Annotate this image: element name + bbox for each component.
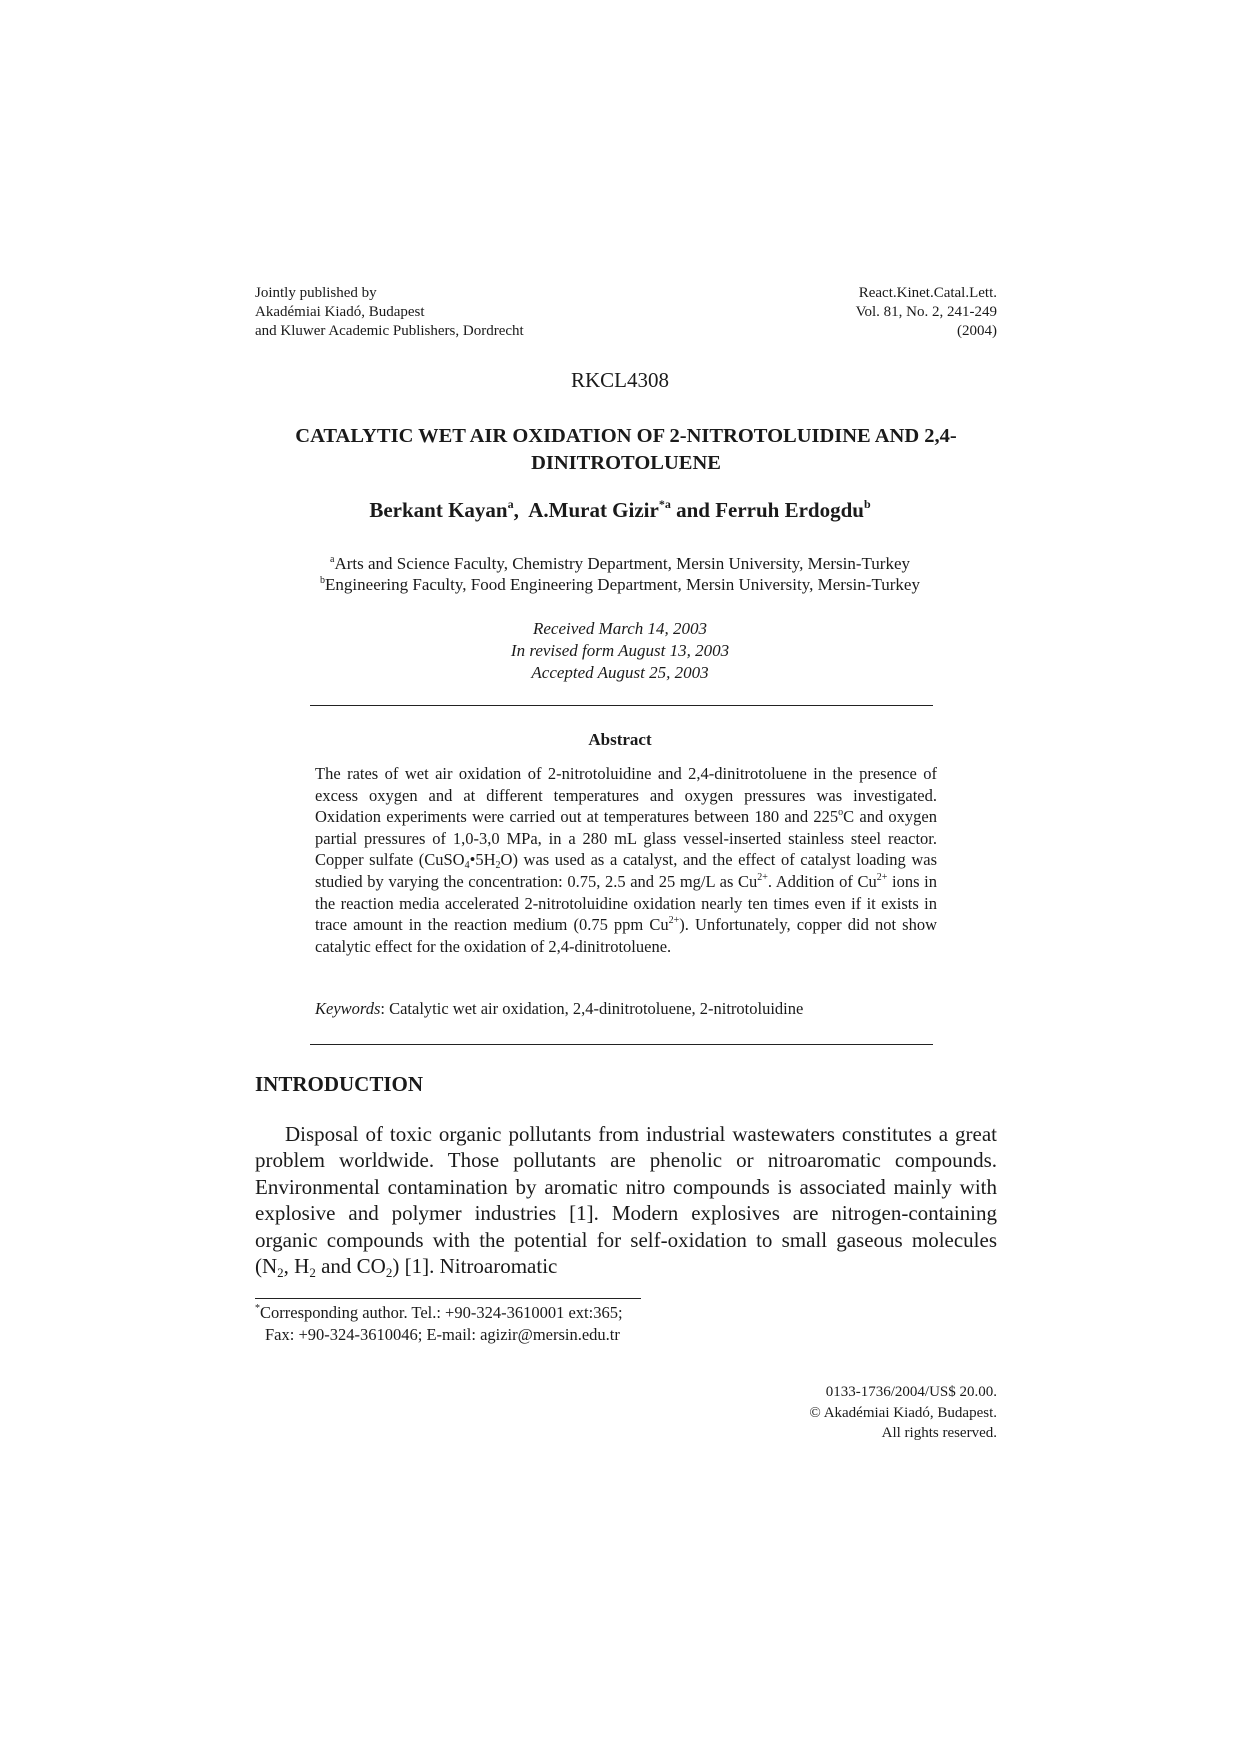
footnote-separator <box>255 1298 641 1299</box>
revised-date: In revised form August 13, 2003 <box>510 641 730 660</box>
affiliation-mark: a <box>330 554 335 565</box>
charge-superscript: 2+ <box>668 915 680 927</box>
affiliation-text: Engineering Faculty, Food Engineering Department, Mersin University, Mersin-Turkey <box>325 575 920 594</box>
publisher-line: and Kluwer Academic Publishers, Dordrecht <box>255 323 524 339</box>
abstract-text <box>315 763 937 957</box>
affiliation-text: Arts and Science Faculty, Chemistry Department, Mersin University, Mersin-Turkey <box>334 554 910 573</box>
formula-subscript: 2 <box>277 1265 284 1281</box>
author-affiliation-mark: a <box>507 497 514 511</box>
abstract-segment: ). Unfortunately, copper did not show catalytic effect for the oxidation of 2,4-dinitrotoluene. <box>315 915 938 956</box>
keywords-label: Keywords <box>315 999 381 1018</box>
degree-superscript: o <box>838 807 844 819</box>
abstract-segment: ions in the reaction media accelerated 2-nitrotoluidine oxidation nearly ten times even if it exists in trace amount in the reaction medium (0.75 ppm Cu <box>315 871 938 935</box>
copyright-notice <box>809 1382 997 1444</box>
publisher-info <box>255 284 524 341</box>
abstract-segment: O) was used as a catalyst, and the effect of catalyst loading was studied by varying the concentration: 0.75, 2.5 and 25 mg/L as Cu <box>315 850 937 891</box>
footnote-mark: * <box>255 1303 260 1314</box>
rights-statement: All rights reserved. <box>881 1425 997 1441</box>
publisher-line: Jointly published by <box>255 285 377 301</box>
abstract-segment: •5H <box>469 850 496 870</box>
abstract-segment: . Addition of Cu <box>767 871 877 891</box>
paragraph-segment: Disposal of toxic organic pollutants from industrial wastewaters constitutes a great problem worldwide. Those pollutants are phenolic or nitroaromatic compounds. Environmental contamination by aromatic nitro compounds is associated mainly with explosive and polymer industries [1]. Modern explosives are nitrogen-containing organic compounds with the potential for self-oxidation to small gaseous molecules (N <box>255 1122 997 1279</box>
journal-citation <box>856 284 997 341</box>
footnote-line: Fax: +90-324-3610046; E-mail: agizir@mersin.edu.tr <box>265 1325 620 1344</box>
author-affiliation-mark: b <box>863 497 871 511</box>
journal-volume: Vol. 81, No. 2, 241-249 <box>855 304 997 320</box>
issn-price: 0133-1736/2004/US$ 20.00. <box>825 1384 997 1400</box>
author-affiliation-mark: *a <box>658 497 671 511</box>
author-separator: , <box>513 498 529 522</box>
formula-subscript: 4 <box>464 860 470 872</box>
paragraph-segment: and CO <box>315 1254 386 1279</box>
formula-subscript: 2 <box>385 1265 393 1281</box>
journal-name: React.Kinet.Catal.Lett. <box>858 285 997 301</box>
author-name: Berkant Kayan <box>369 498 508 522</box>
article-dates <box>0 618 1240 684</box>
paper-title: CATALYTIC WET AIR OXIDATION OF 2-NITROTOLUIDINE AND 2,4-DINITROTOLUENE <box>295 425 957 474</box>
keywords-text: : Catalytic wet air oxidation, 2,4-dinitrotoluene, 2-nitrotoluidine <box>380 999 804 1018</box>
paragraph-segment: ) [1]. Nitroaromatic <box>392 1254 558 1279</box>
affiliations <box>0 553 1240 595</box>
affiliation <box>0 574 1240 595</box>
abstract-segment: C and oxygen partial pressures of 1,0-3,0 MPa, in a 280 mL glass vessel-inserted stainless steel reactor. Copper sulfate (CuSO <box>315 807 937 870</box>
author-name: Ferruh Erdogdu <box>715 498 864 522</box>
journal-year: (2004) <box>957 323 997 339</box>
footnote-line <box>255 1302 623 1324</box>
paragraph-segment: , H <box>283 1254 310 1279</box>
abstract-heading: Abstract <box>588 730 652 749</box>
article-code: RKCL4308 <box>570 368 669 392</box>
affiliation <box>0 553 1240 574</box>
corresponding-author-footnote <box>255 1302 623 1346</box>
formula-subscript: 2 <box>309 1265 316 1281</box>
formula-subscript: 2 <box>495 860 501 872</box>
abstract-segment: The rates of wet air oxidation of 2-nitrotoluidine and 2,4-dinitrotoluene in the presence of excess oxygen and at different temperatures and oxygen pressures was investigated. Oxidation experiments were carried out at temperatures between 180 and 225 <box>315 764 937 827</box>
author-name: A.Murat Gizir <box>528 498 659 522</box>
abstract-bottom-rule <box>310 1044 933 1045</box>
charge-superscript: 2+ <box>876 871 888 883</box>
footnote-text: Corresponding author. Tel.: +90-324-3610001 ext:365; <box>260 1303 623 1322</box>
accepted-date: Accepted August 25, 2003 <box>531 663 709 682</box>
publisher-line: Akadémiai Kiadó, Budapest <box>255 304 425 320</box>
keywords <box>315 999 937 1019</box>
charge-superscript: 2+ <box>757 871 768 883</box>
received-date: Received March 14, 2003 <box>532 619 708 638</box>
affiliation-mark: b <box>320 575 326 586</box>
author-list <box>0 498 1240 523</box>
section-heading-introduction: INTRODUCTION <box>255 1072 424 1096</box>
copyright-holder: © Akadémiai Kiadó, Budapest. <box>809 1404 997 1421</box>
introduction-paragraph <box>255 1121 997 1279</box>
author-separator: and <box>670 498 716 522</box>
abstract-top-rule <box>310 705 933 706</box>
